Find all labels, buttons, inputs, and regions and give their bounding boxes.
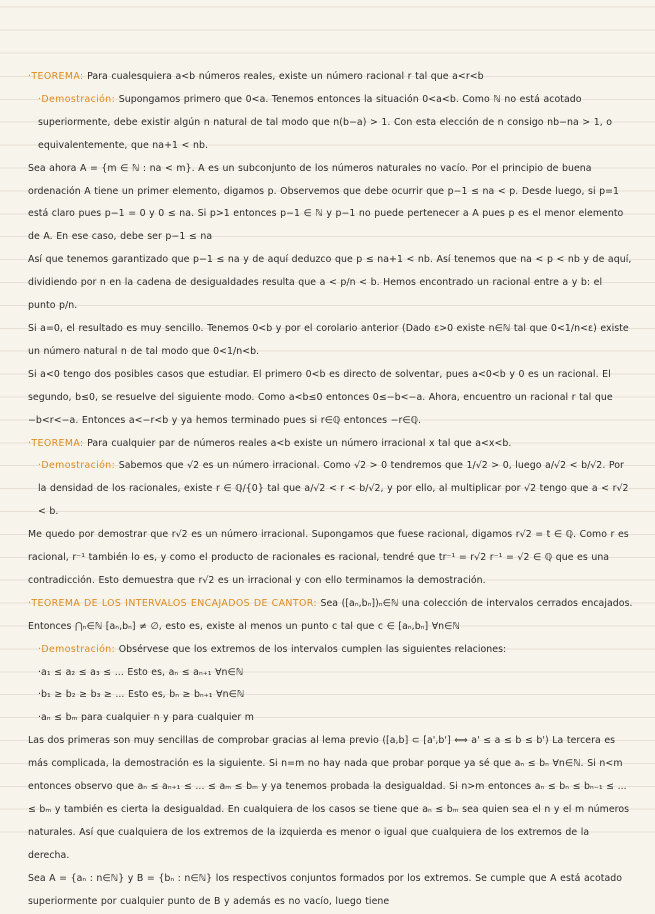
text-paragraph bbox=[28, 684, 633, 707]
section-paragraph bbox=[28, 593, 633, 639]
theorem-heading: ·TEOREMA DE LOS INTERVALOS ENCAJADOS DE CANTOR: bbox=[28, 597, 317, 609]
paragraph-text: Para cualquier par de números reales a<b existe un número irracional x tal que a<x<b. bbox=[83, 437, 512, 449]
paragraph-text: Si a<0 tengo dos posibles casos que estudiar. El primero 0<b es directo de solventar, pues a<0<b y 0 es un racional. El segundo, b≤0, se resuelve del siguiente modo. Como a<b≤0 entonces 0≤−b<−a. Ahora, encuentro un racional r tal que −b<r<−a. Entonces a<−r<b y ya hemos terminado pues si r∈ℚ entonces −r∈ℚ. bbox=[28, 368, 613, 426]
text-paragraph bbox=[28, 730, 633, 867]
section-paragraph bbox=[28, 89, 633, 158]
paragraph-text: Las dos primeras son muy sencillas de comprobar gracias al lema previo ([a,b] ⊂ [a',b'] ⟺ a' ≤ a ≤ b ≤ b') La tercera es más complicada, la demostración es la siguiente. Si n=m no hay nada que probar porque ya sé que aₙ ≤ bₙ ∀n∈ℕ. Si n<m entonces observo que aₙ ≤ aₙ₊₁ ≤ ... ≤ aₘ ≤ bₘ y ya tenemos probada la desigualdad. Si n>m entonces aₙ ≤ bₙ ≤ bₙ₋₁ ≤ ... ≤ bₘ y también es cierta la desigualdad. En cualquiera de los casos se tiene que aₙ ≤ bₘ sea quien sea el n y el m números naturales. Así que cualquiera de los extremos de la izquierda es menor o igual que cualquiera de los extremos de la derecha. bbox=[28, 735, 630, 861]
proof-heading: ·Demostración: bbox=[38, 643, 116, 655]
paragraph-text: Así que tenemos garantizado que p−1 ≤ na y de aquí deduzco que p ≤ na+1 < nb. Así tenemos que na < p < nb y de aquí, dividiendo por n en la cadena de desigualdades resulta que a < p/n < b. Hemos encontrado un racional entre a y b: el punto p/n. bbox=[28, 254, 632, 312]
theorem-heading: ·TEOREMA: bbox=[28, 71, 84, 82]
proof-heading: ·Demostración: bbox=[38, 460, 116, 472]
section-paragraph bbox=[28, 433, 633, 456]
text-paragraph bbox=[28, 707, 633, 730]
paragraph-text: ·aₙ ≤ bₘ para cualquier n y para cualquier m bbox=[38, 712, 254, 724]
text-paragraph bbox=[28, 318, 633, 364]
text-paragraph bbox=[28, 868, 633, 914]
paragraph-text: Sea ahora A = {m ∈ ℕ : na < m}. A es un subconjunto de los números naturales no vacío. Por el principio de buena ordenación A tiene un primer elemento, digamos p. Observemos que debe ocurrir que p−1 ≤ na < p. Desde luego, si p=1 está claro pues p−1 = 0 y 0 ≤ na. Si p>1 entonces p−1 ∈ ℕ y p−1 no puede pertenecer a A pues p es el menor elemento de A. En ese caso, debe ser p−1 ≤ na bbox=[28, 162, 624, 243]
paragraph-text: ·a₁ ≤ a₂ ≤ a₃ ≤ ... Esto es, aₙ ≤ aₙ₊₁ ∀n∈ℕ bbox=[38, 666, 244, 678]
handwritten-notes bbox=[28, 66, 633, 914]
section-paragraph bbox=[28, 639, 633, 662]
section-paragraph bbox=[28, 455, 633, 524]
paragraph-text: Sea A = {aₙ : n∈ℕ} y B = {bₙ : n∈ℕ} los respectivos conjuntos formados por los extremos. Se cumple que A está acotado superiormente por cualquier punto de B y además es no vacío, luego tiene bbox=[28, 872, 623, 907]
paragraph-text: Obsérvese que los extremos de los intervalos cumplen las siguientes relaciones: bbox=[115, 643, 507, 655]
paragraph-text: ·b₁ ≥ b₂ ≥ b₃ ≥ ... Esto es, bₙ ≥ bₙ₊₁ ∀n∈ℕ bbox=[38, 689, 245, 701]
paragraph-text: Sabemos que √2 es un número irracional. Como √2 > 0 tendremos que 1/√2 > 0, luego a/√2 < b/√2. Por la densidad de los racionales, existe r ∈ ℚ/{0} tal que a/√2 < r < b/√2, y por ello, al multiplicar por √2 tengo que a < r√2 < b. bbox=[38, 460, 629, 518]
theorem-heading: ·TEOREMA: bbox=[28, 437, 84, 449]
text-paragraph bbox=[28, 158, 633, 250]
text-paragraph bbox=[28, 364, 633, 433]
text-paragraph bbox=[28, 524, 633, 593]
section-paragraph bbox=[28, 66, 633, 89]
proof-heading: ·Demostración: bbox=[38, 93, 116, 105]
paragraph-text: Si a=0, el resultado es muy sencillo. Tenemos 0<b y por el corolario anterior (Dado ε>0 existe n∈ℕ tal que 0<1/n<ε) existe un número natural n de tal modo que 0<1/n<b. bbox=[28, 322, 629, 357]
text-paragraph bbox=[28, 662, 633, 685]
paragraph-text: Supongamos primero que 0<a. Tenemos entonces la situación 0<a<b. Como ℕ no está acotado superiormente, debe existir algún n natural de tal modo que n(b−a) > 1. Con esta elección de n consigo nb−na > 1, o equivalentemente, que na+1 < nb. bbox=[38, 93, 613, 151]
paragraph-text: Sea ([aₙ,bₙ])ₙ∈ℕ una colección de intervalos cerrados encajados. Entonces ⋂ₙ∈ℕ [aₙ,bₙ] ≠ ∅, esto es, existe al menos un punto c tal que c ∈ [aₙ,bₙ] ∀n∈ℕ bbox=[28, 597, 633, 632]
paragraph-text: Para cualesquiera a<b números reales, existe un número racional r tal que a<r<b bbox=[83, 71, 484, 82]
paragraph-text: Me quedo por demostrar que r√2 es un número irracional. Supongamos que fuese racional, digamos r√2 = t ∈ ℚ. Como r es racional, r⁻¹ también lo es, y como el producto de racionales es racional, tendré que tr⁻¹ = r√2 r⁻¹ = √2 ∈ ℚ que es una contradicción. Esto demuestra que r√2 es un irracional y con ello terminamos la demostración. bbox=[28, 529, 629, 586]
text-paragraph bbox=[28, 249, 633, 318]
